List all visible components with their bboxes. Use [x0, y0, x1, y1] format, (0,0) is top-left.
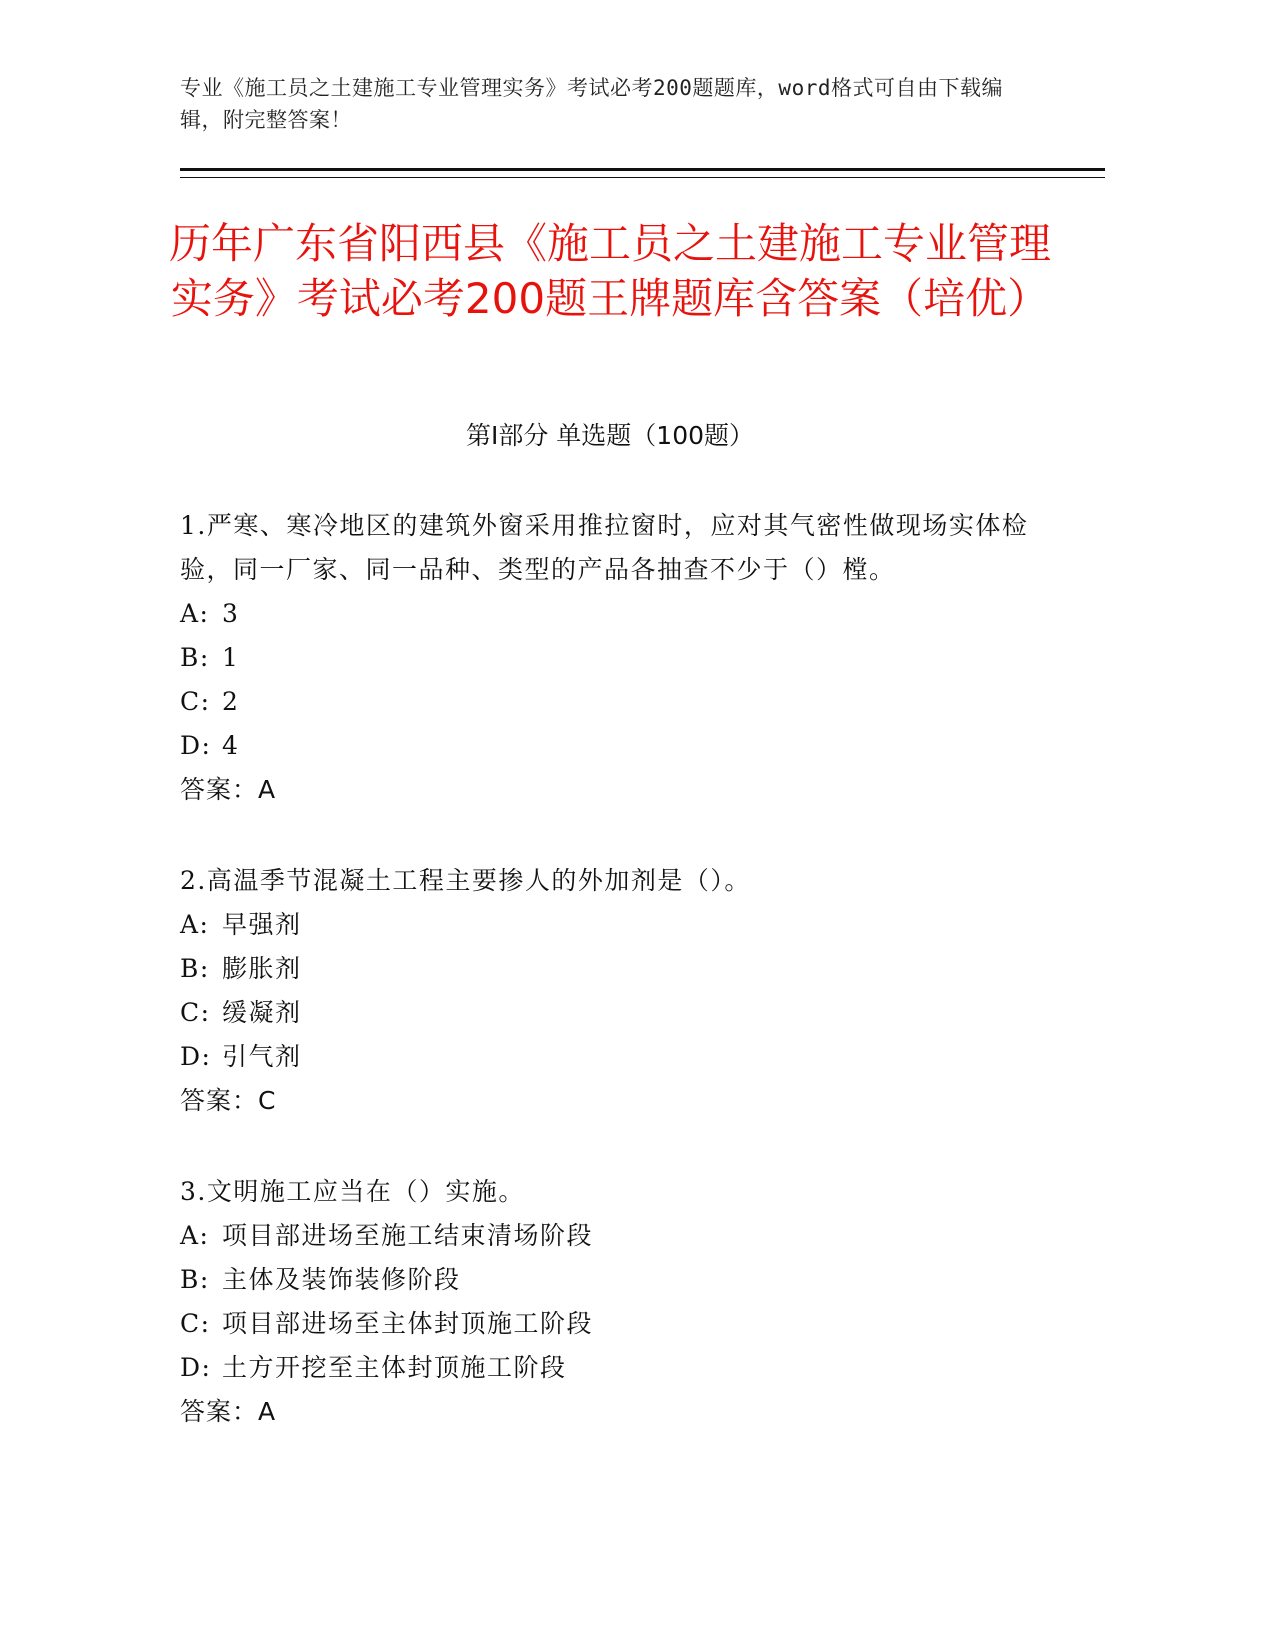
option-text: 1 [222, 643, 240, 672]
document-title: 历年广东省阳西县《施工员之土建施工专业管理实务》考试必考200题王牌题库含答案（培优） [168, 219, 1051, 323]
question-list [180, 504, 1060, 1481]
option-text: 土方开挖至主体封顶施工阶段 [222, 1353, 567, 1382]
option-text: 引气剂 [222, 1042, 302, 1071]
header-note: 专业《施工员之土建施工专业管理实务》考试必考200题题库，word格式可自由下载编辑，附完整答案！ [180, 76, 1003, 132]
option-c [180, 1302, 1060, 1346]
option-b [180, 1258, 1060, 1302]
option-a [180, 1214, 1060, 1258]
answer-line: 答案：A [180, 775, 277, 804]
question-stem: 3.文明施工应当在（）实施。 [180, 1177, 525, 1206]
question-stem: 1.严寒、寒冷地区的建筑外窗采用推拉窗时，应对其气密性做现场实体检验，同一厂家、同一品种、类型的产品各抽查不少于（）樘。 [180, 511, 1029, 584]
option-text: 4 [222, 731, 240, 760]
option-b [180, 636, 1060, 680]
option-text: 2 [222, 687, 240, 716]
option-text: 缓凝剂 [222, 998, 302, 1027]
option-text: 3 [222, 599, 240, 628]
option-d [180, 1035, 1060, 1079]
option-letter: C: [180, 998, 211, 1027]
question-3 [180, 1170, 1060, 1434]
option-letter: B: [180, 643, 210, 672]
option-letter: D: [180, 1042, 212, 1071]
option-letter: C: [180, 687, 211, 716]
option-d [180, 724, 1060, 768]
answer-line: 答案：C [180, 1086, 277, 1115]
option-letter: B: [180, 954, 210, 983]
option-text: 项目部进场至施工结束清场阶段 [222, 1221, 594, 1250]
option-b [180, 947, 1060, 991]
answer-line: 答案：A [180, 1397, 277, 1426]
option-text: 主体及装饰装修阶段 [222, 1265, 461, 1294]
question-2 [180, 859, 1060, 1123]
option-text: 膨胀剂 [222, 954, 302, 983]
option-letter: B: [180, 1265, 210, 1294]
option-letter: C: [180, 1309, 211, 1338]
question-1 [180, 504, 1060, 812]
option-text: 项目部进场至主体封顶施工阶段 [222, 1309, 594, 1338]
option-text: 早强剂 [222, 910, 302, 939]
question-stem: 2.高温季节混凝土工程主要掺人的外加剂是（）。 [180, 866, 751, 895]
option-c [180, 680, 1060, 724]
option-letter: D: [180, 1353, 212, 1382]
option-letter: A: [180, 910, 210, 939]
option-letter: D: [180, 731, 212, 760]
option-letter: A: [180, 1221, 210, 1250]
option-c [180, 991, 1060, 1035]
header-divider-thin [180, 177, 1105, 178]
header-divider-thick [180, 168, 1105, 171]
option-a [180, 592, 1060, 636]
section-heading: 第Ⅰ部分 单选题（100题） [465, 421, 755, 450]
option-letter: A: [180, 599, 210, 628]
option-d [180, 1346, 1060, 1390]
option-a [180, 903, 1060, 947]
